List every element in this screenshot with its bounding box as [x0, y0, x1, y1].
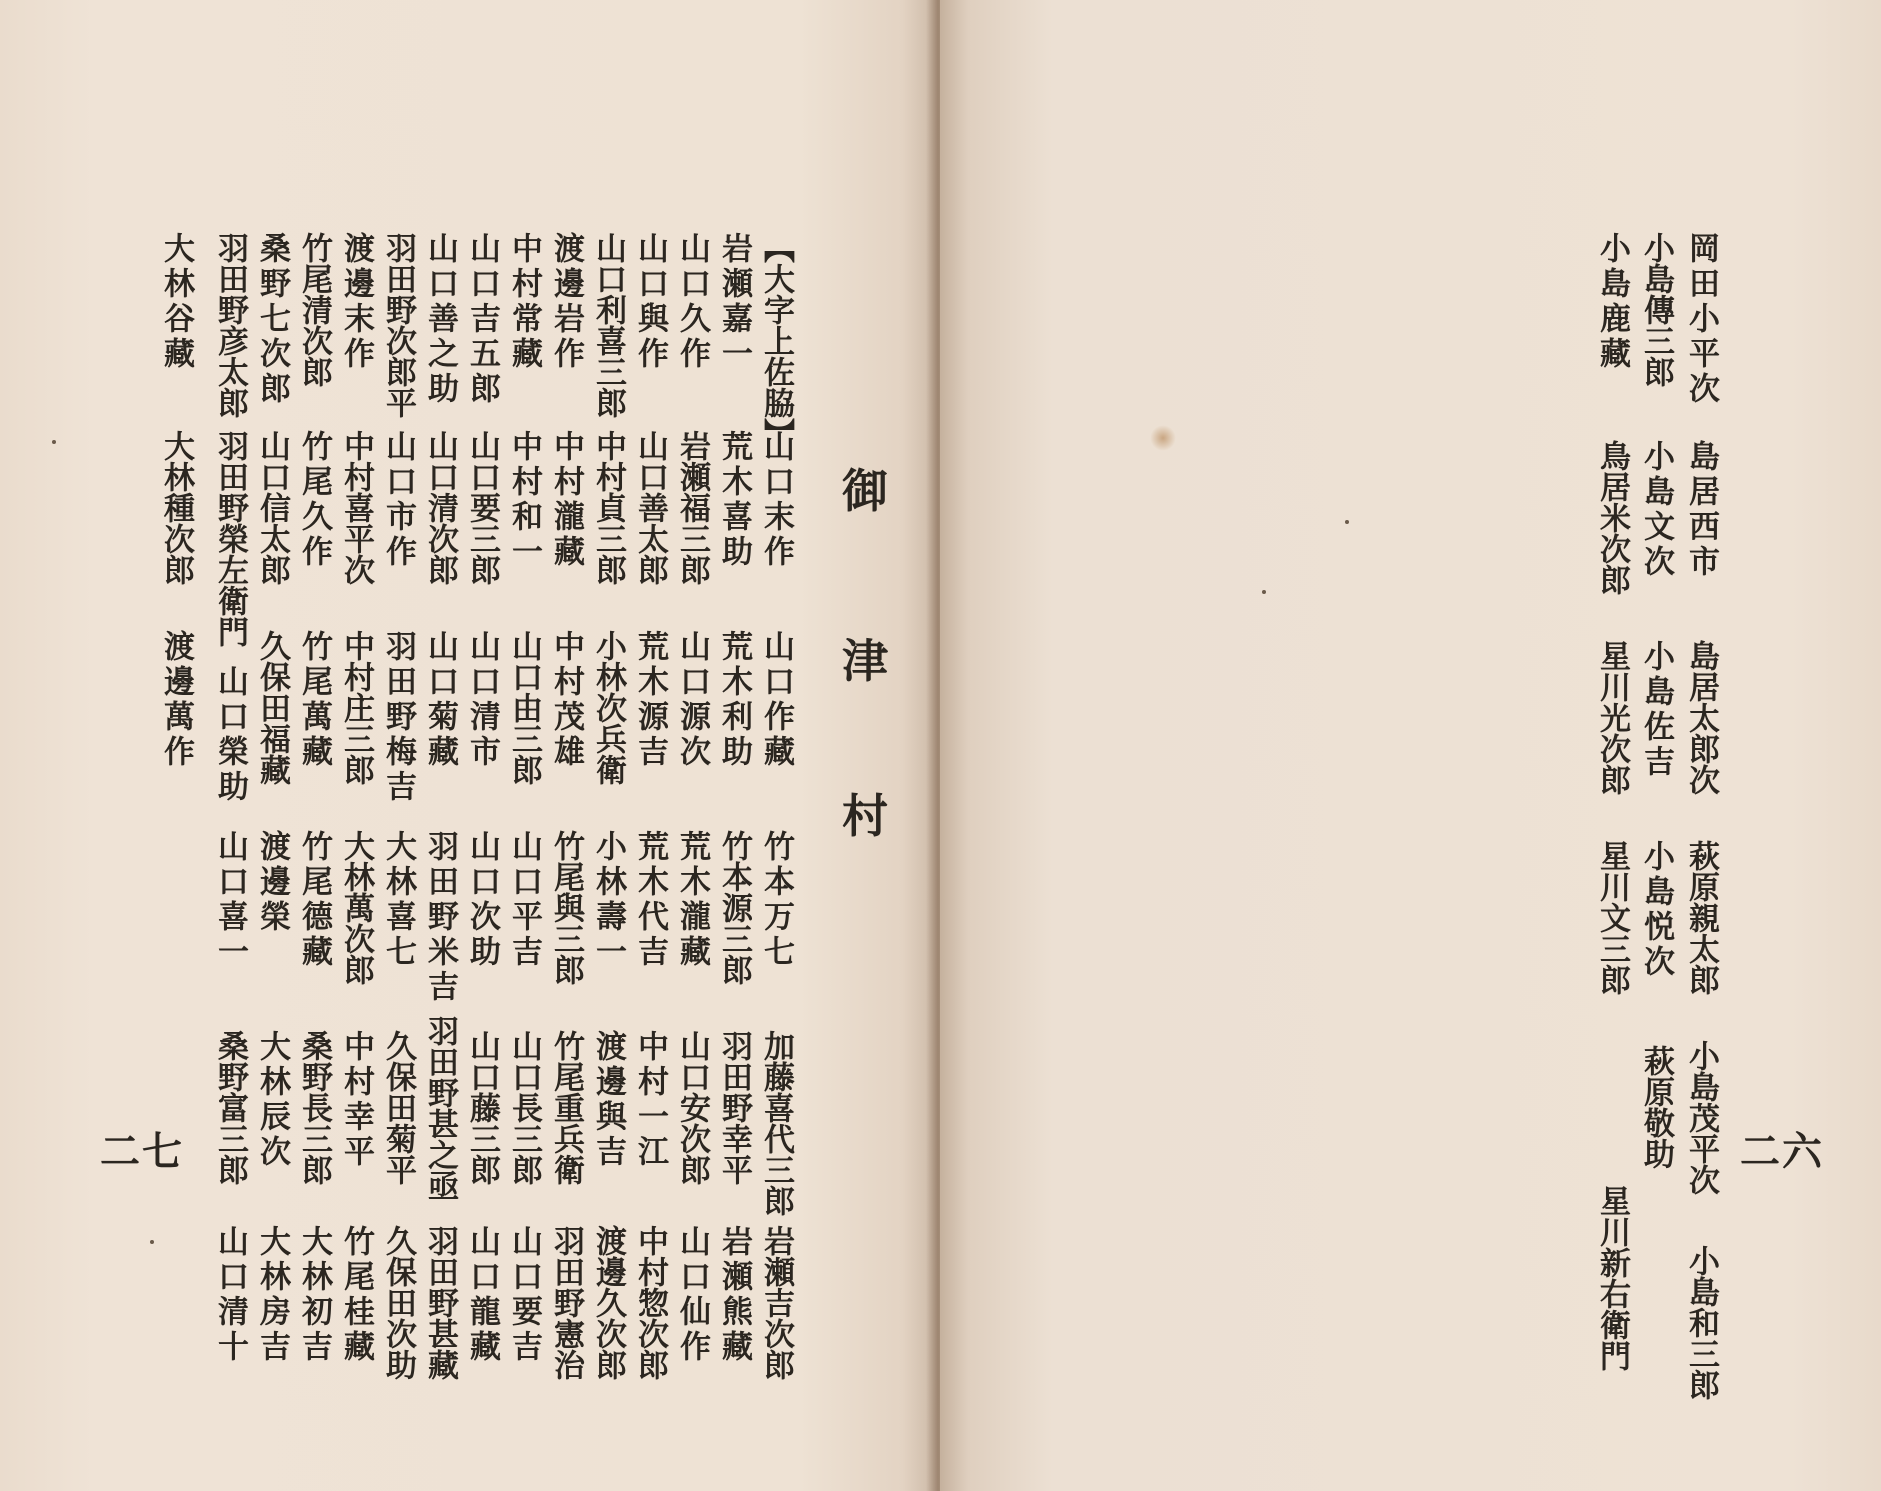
- name-entry: 山口次助: [464, 830, 500, 970]
- name-entry: 小島茂平次: [1683, 1040, 1719, 1195]
- name-entry: 小島和三郎: [1683, 1245, 1719, 1400]
- name-entry: 山口由三郎: [506, 630, 542, 785]
- name-entry: 小林壽一: [590, 830, 626, 970]
- name-entry: 岩瀬熊藏: [716, 1225, 752, 1365]
- name-entry: 竹尾與三郎: [548, 830, 584, 985]
- name-entry: 岩瀬嘉一: [716, 232, 752, 372]
- name-entry: 久保田次助: [380, 1225, 416, 1380]
- name-entry: 山口久作: [674, 232, 710, 372]
- name-entry: 山口源次: [674, 630, 710, 770]
- section-title-char-3: 村: [842, 789, 888, 843]
- name-entry: 萩原敬助: [1638, 1045, 1674, 1169]
- name-entry: 小島悦次: [1638, 840, 1674, 980]
- name-entry: 羽田野次郎平: [380, 232, 416, 418]
- name-entry: 羽田野幸平: [716, 1030, 752, 1185]
- name-entry: 小島佐吉: [1638, 640, 1674, 780]
- name-entry: 桑野富三郎: [212, 1030, 248, 1185]
- paper-stain: [1150, 425, 1176, 451]
- name-entry: 山口喜一: [212, 830, 248, 970]
- name-entry: 久保田菊平: [380, 1030, 416, 1185]
- name-entry: 中村幸平: [338, 1030, 374, 1170]
- name-entry: 中村庄三郎: [338, 630, 374, 785]
- name-entry: 竹尾久作: [296, 430, 332, 570]
- paper-speck: [1345, 520, 1349, 524]
- name-entry: 山口與作: [632, 232, 668, 372]
- name-entry: 竹尾重兵衛: [548, 1030, 584, 1185]
- name-entry: 渡邊久次郎: [590, 1225, 626, 1380]
- name-entry: 山口善太郎: [632, 430, 668, 585]
- name-entry: 中村喜平次: [338, 430, 374, 585]
- name-entry: 桑野長三郎: [296, 1030, 332, 1185]
- name-entry: 山口吉五郎: [464, 232, 500, 407]
- name-entry: 中村貞三郎: [590, 430, 626, 585]
- name-entry: 渡邊岩作: [548, 232, 584, 372]
- name-entry: 竹尾清次郎: [296, 232, 332, 387]
- name-entry: 小島傳三郎: [1638, 232, 1674, 387]
- name-entry: 竹尾桂藏: [338, 1225, 374, 1365]
- name-entry: 荒木喜助: [716, 430, 752, 570]
- name-entry: 山口清十: [212, 1225, 248, 1365]
- name-entry: 山口平吉: [506, 830, 542, 970]
- name-entry: 山口榮助: [212, 665, 248, 805]
- name-entry: 渡邊末作: [338, 232, 374, 372]
- subsection-heading: 【大字上佐脇】: [758, 232, 794, 449]
- name-entry: 山口龍藏: [464, 1225, 500, 1365]
- name-entry: 荒木源吉: [632, 630, 668, 770]
- paper-speck: [150, 1240, 154, 1244]
- name-entry: 竹本源三郎: [716, 830, 752, 985]
- page-number-right: 二六: [1740, 1128, 1824, 1175]
- name-entry: 小林次兵衛: [590, 630, 626, 785]
- name-entry: 羽田野梅吉: [380, 630, 416, 805]
- name-entry: 山口作藏: [758, 630, 794, 770]
- name-entry: 星川新右衛門: [1594, 1185, 1630, 1371]
- name-entry: 荒木利助: [716, 630, 752, 770]
- name-entry: 山口長三郎: [506, 1030, 542, 1185]
- name-entry: 岡田小平次: [1683, 232, 1719, 407]
- name-entry: 山口市作: [380, 430, 416, 570]
- name-entry: 萩原親太郎: [1683, 840, 1719, 995]
- name-entry: 加藤喜代三郎: [758, 1030, 794, 1216]
- name-entry: 荒木代吉: [632, 830, 668, 970]
- name-entry: 山口要三郎: [464, 430, 500, 585]
- name-entry: 中村惣次郎: [632, 1225, 668, 1380]
- name-entry: 山口利喜三郎: [590, 232, 626, 418]
- paper-speck: [1262, 590, 1266, 594]
- name-entry: 大林萬次郎: [338, 830, 374, 985]
- name-entry: 山口仙作: [674, 1225, 710, 1365]
- name-entry: 久保田福藏: [254, 630, 290, 785]
- name-entry: 大林喜七: [380, 830, 416, 970]
- name-entry: 中村茂雄: [548, 630, 584, 770]
- name-entry: 島居西市: [1683, 440, 1719, 580]
- paper-speck: [52, 440, 56, 444]
- name-entry: 羽田野榮左衛門: [212, 430, 248, 647]
- name-entry: 羽田野米吉: [422, 830, 458, 1005]
- name-entry: 竹尾德藏: [296, 830, 332, 970]
- name-entry: 荒木瀧藏: [674, 830, 710, 970]
- name-entry: 大林種次郎: [158, 430, 194, 585]
- name-entry: 大林初吉: [296, 1225, 332, 1365]
- section-title-char-1: 御: [842, 464, 888, 518]
- name-entry: 中村和一: [506, 430, 542, 570]
- name-entry: 竹尾萬藏: [296, 630, 332, 770]
- name-entry: 山口善之助: [422, 232, 458, 407]
- name-entry: 小島文次: [1638, 440, 1674, 580]
- name-entry: 山口清市: [464, 630, 500, 770]
- name-entry: 羽田野甚藏: [422, 1225, 458, 1380]
- name-entry: 鳥居米次郎: [1594, 440, 1630, 595]
- name-entry: 大林房吉: [254, 1225, 290, 1365]
- name-entry: 星川光次郎: [1594, 640, 1630, 795]
- name-entry: 渡邊榮: [254, 830, 290, 935]
- name-entry: 中村一江: [632, 1030, 668, 1170]
- right-page: [940, 0, 1881, 1491]
- name-entry: 岩瀬福三郎: [674, 430, 710, 585]
- name-entry: 中村瀧藏: [548, 430, 584, 570]
- name-entry: 山口藤三郎: [464, 1030, 500, 1185]
- name-entry: 山口菊藏: [422, 630, 458, 770]
- name-entry: 羽田野憲治: [548, 1225, 584, 1380]
- name-entry: 竹本万七: [758, 830, 794, 970]
- name-entry: 山口信太郎: [254, 430, 290, 585]
- name-entry: 羽田野甚之亟: [422, 1015, 458, 1201]
- name-entry: 中村常藏: [506, 232, 542, 372]
- name-entry: 大林谷藏: [158, 232, 194, 372]
- name-entry: 渡邊與吉: [590, 1030, 626, 1170]
- name-entry: 羽田野彦太郎: [212, 232, 248, 418]
- section-title-char-2: 津: [842, 634, 888, 688]
- name-entry: 島居太郎次: [1683, 640, 1719, 795]
- name-entry: 小島鹿藏: [1594, 232, 1630, 372]
- name-entry: 岩瀬吉次郎: [758, 1225, 794, 1380]
- left-page: [0, 0, 940, 1491]
- name-entry: 大林辰次: [254, 1030, 290, 1170]
- name-entry: 山口清次郎: [422, 430, 458, 585]
- name-entry: 星川文三郎: [1594, 840, 1630, 995]
- name-entry: 山口末作: [758, 430, 794, 570]
- show-through-text: [1035, 230, 1076, 1130]
- name-entry: 桑野七次郎: [254, 232, 290, 407]
- name-entry: 山口要吉: [506, 1225, 542, 1365]
- page-number-left: 二七: [100, 1128, 184, 1175]
- name-entry: 渡邊萬作: [158, 630, 194, 770]
- name-entry: 山口安次郎: [674, 1030, 710, 1185]
